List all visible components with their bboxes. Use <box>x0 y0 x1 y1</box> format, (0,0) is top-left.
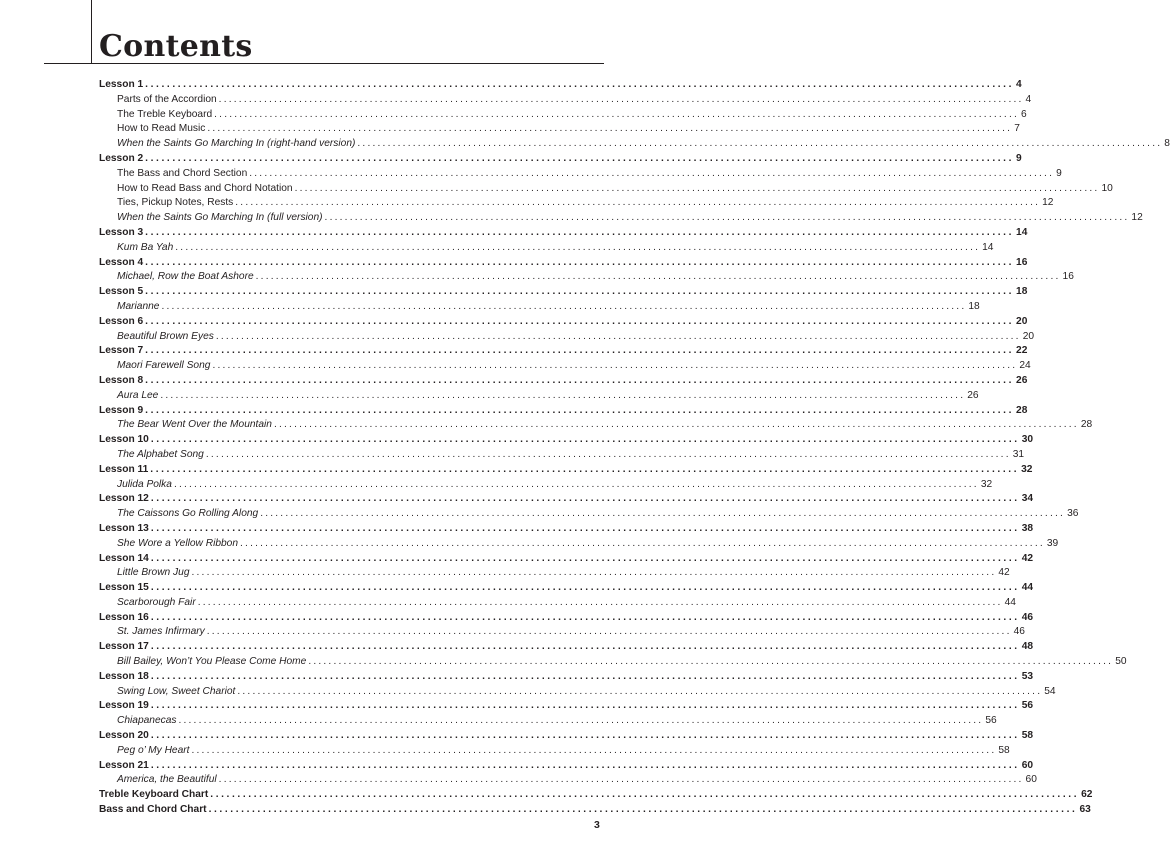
dot-leader: ................................................................................................................................................................ <box>212 360 1018 372</box>
toc-entry-label: Lesson 8 <box>99 374 144 386</box>
toc-entry-label: How to Read Bass and Chord Notation <box>117 182 293 194</box>
toc-sub-entry <box>99 625 1025 640</box>
dot-leader: ................................................................................................................................................................ <box>191 567 997 579</box>
toc-entry-page: 42 <box>998 567 1010 579</box>
toc-lesson-entry <box>99 522 1034 537</box>
toc-sub-entry <box>99 773 1037 788</box>
dot-leader: ................................................................................................................................................................ <box>145 256 1015 268</box>
toc-lesson-entry <box>99 285 1028 300</box>
dot-leader: ................................................................................................................................................................ <box>208 804 1078 816</box>
toc-entry-label: Lesson 19 <box>99 700 149 712</box>
toc-entry-label: Lesson 15 <box>99 582 149 594</box>
dot-leader: ................................................................................................................................................................ <box>235 197 1041 209</box>
toc-entry-page: 56 <box>985 715 997 727</box>
toc-lesson-entry <box>99 374 1028 389</box>
toc-lesson-entry <box>99 492 1034 507</box>
dot-leader: ................................................................................................................................................................ <box>150 730 1020 742</box>
toc-entry-page: 14 <box>1016 226 1028 238</box>
toc-entry-label: Michael, Row the Boat Ashore <box>117 271 254 283</box>
toc-entry-label: Maori Farewell Song <box>117 360 211 372</box>
page-number: 3 <box>594 819 600 831</box>
toc-entry-label: The Treble Keyboard <box>117 108 213 120</box>
toc-entry-label: Little Brown Jug <box>117 567 190 579</box>
dot-leader: ................................................................................................................................................................ <box>145 79 1015 90</box>
dot-leader: ................................................................................................................................................................ <box>218 93 1024 105</box>
dot-leader: ................................................................................................................................................................ <box>150 463 1020 475</box>
dot-leader: ................................................................................................................................................................ <box>218 774 1024 786</box>
toc-entry-label: When the Saints Go Marching In (full version) <box>117 212 323 224</box>
toc-entry-page: 9 <box>1056 167 1062 179</box>
dot-leader: ................................................................................................................................................................ <box>260 508 1066 520</box>
toc-entry-label: The Bass and Chord Section <box>117 167 248 179</box>
toc-entry-page: 46 <box>1013 626 1025 638</box>
toc-entry-page: 60 <box>1025 774 1037 786</box>
dot-leader: ................................................................................................................................................................ <box>145 226 1015 238</box>
dot-leader: ................................................................................................................................................................ <box>145 345 1015 357</box>
dot-leader: ................................................................................................................................................................ <box>207 123 1013 135</box>
dot-leader: ................................................................................................................................................................ <box>255 271 1061 283</box>
toc-entry-label: Lesson 18 <box>99 670 149 682</box>
dot-leader: ................................................................................................................................................................ <box>150 611 1020 623</box>
dot-leader: ................................................................................................................................................................ <box>150 641 1020 653</box>
toc-entry-label: The Bear Went Over the Mountain <box>117 419 272 431</box>
dot-leader: ................................................................................................................................................................ <box>150 552 1020 564</box>
toc-entry-page: 12 <box>1042 197 1054 209</box>
toc-entry-label: Bass and Chord Chart <box>99 804 207 816</box>
dot-leader: ................................................................................................................................................................ <box>145 404 1015 416</box>
toc-lesson-entry <box>99 404 1028 419</box>
toc-entry-page: 54 <box>1044 685 1056 697</box>
toc-entry-label: Ties, Pickup Notes, Rests <box>117 197 234 209</box>
toc-entry-label: Aura Lee <box>117 389 159 401</box>
toc-entry-page: 58 <box>1021 730 1034 742</box>
toc-sub-entry <box>99 655 1127 670</box>
toc-entry-label: Treble Keyboard Chart <box>99 789 209 801</box>
toc-entry-label: Parts of the Accordion <box>117 93 217 105</box>
toc-sub-entry <box>99 448 1025 463</box>
toc-entry-page: 28 <box>1016 404 1028 416</box>
vertical-rule <box>91 0 92 64</box>
toc-sub-entry <box>99 478 993 493</box>
toc-entry-page: 31 <box>1012 448 1025 460</box>
toc-entry-page: 30 <box>1021 434 1034 446</box>
toc-entry-label: Lesson 11 <box>99 463 149 475</box>
dot-leader: ................................................................................................................................................................ <box>240 537 1045 549</box>
toc-entry-page: 18 <box>1016 286 1028 298</box>
toc-entry-page: 16 <box>1016 256 1028 268</box>
toc-sub-entry <box>99 93 1032 108</box>
toc-lesson-entry <box>99 640 1034 655</box>
toc-entry-page: 6 <box>1021 108 1027 120</box>
toc-sub-entry <box>99 744 1010 759</box>
dot-leader: ................................................................................................................................................................ <box>145 286 1015 298</box>
toc-lesson-entry <box>99 729 1034 744</box>
dot-leader: ................................................................................................................................................................ <box>145 152 1015 164</box>
table-of-contents <box>99 78 1170 818</box>
toc-entry-label: St. James Infirmary <box>117 626 205 638</box>
toc-entry-label: Lesson 17 <box>99 641 149 653</box>
dot-leader: ................................................................................................................................................................ <box>150 582 1020 594</box>
toc-sub-entry <box>99 241 994 256</box>
dot-leader: ................................................................................................................................................................ <box>215 330 1021 342</box>
dot-leader: ................................................................................................................................................................ <box>357 138 1163 150</box>
toc-lesson-entry <box>99 256 1028 271</box>
toc-sub-entry <box>99 182 1113 197</box>
toc-entry-label: How to Read Music <box>117 123 206 135</box>
toc-sub-entry <box>99 359 1031 374</box>
toc-sub-entry <box>99 685 1056 700</box>
toc-sub-entry <box>99 389 979 404</box>
toc-entry-page: 44 <box>1021 582 1034 594</box>
toc-lesson-entry <box>99 699 1034 714</box>
toc-chart-entry <box>99 788 1093 803</box>
toc-sub-entry <box>99 122 1020 137</box>
dot-leader: ................................................................................................................................................................ <box>214 108 1020 120</box>
toc-sub-entry <box>99 596 1016 611</box>
toc-lesson-entry <box>99 315 1028 330</box>
toc-entry-page: 50 <box>1115 656 1127 668</box>
toc-entry-page: 53 <box>1021 670 1034 682</box>
toc-entry-label: Lesson 9 <box>99 404 144 416</box>
toc-entry-page: 22 <box>1016 345 1028 357</box>
toc-entry-label: Lesson 13 <box>99 522 149 534</box>
dot-leader: ................................................................................................................................................................ <box>205 448 1011 460</box>
toc-lesson-entry <box>99 611 1034 626</box>
toc-lesson-entry <box>99 344 1028 359</box>
toc-sub-entry <box>99 566 1010 581</box>
toc-entry-page: 16 <box>1062 271 1074 283</box>
toc-entry-label: Lesson 3 <box>99 226 144 238</box>
toc-sub-entry <box>99 196 1054 211</box>
toc-sub-entry <box>99 211 1143 226</box>
dot-leader: ................................................................................................................................................................ <box>145 315 1015 327</box>
toc-sub-entry <box>99 300 980 315</box>
dot-leader: ................................................................................................................................................................ <box>173 478 979 490</box>
dot-leader: ................................................................................................................................................................ <box>160 389 966 401</box>
toc-sub-entry <box>99 537 1059 552</box>
toc-entry-page: 63 <box>1079 804 1091 816</box>
toc-sub-entry <box>99 270 1074 285</box>
dot-leader: ................................................................................................................................................................ <box>237 685 1043 697</box>
dot-leader: ................................................................................................................................................................ <box>197 596 1003 608</box>
toc-entry-page: 4 <box>1025 93 1032 105</box>
toc-entry-page: 28 <box>1080 419 1093 431</box>
dot-leader: ................................................................................................................................................................ <box>324 212 1130 224</box>
toc-entry-page: 7 <box>1014 123 1020 135</box>
dot-leader: ................................................................................................................................................................ <box>150 700 1020 712</box>
toc-entry-label: Lesson 4 <box>99 256 144 268</box>
toc-entry-page: 38 <box>1021 522 1034 534</box>
toc-entry-page: 56 <box>1021 700 1034 712</box>
toc-sub-entry <box>99 108 1027 123</box>
toc-chart-entry <box>99 803 1091 818</box>
dot-leader: ................................................................................................................................................................ <box>175 241 981 253</box>
toc-entry-page: 9 <box>1016 152 1022 164</box>
toc-lesson-entry <box>99 552 1034 567</box>
toc-entry-label: America, the Beautiful <box>117 774 217 786</box>
toc-lesson-entry <box>99 78 1022 93</box>
toc-entry-page: 48 <box>1021 641 1034 653</box>
toc-entry-page: 4 <box>1016 79 1022 90</box>
toc-entry-page: 34 <box>1021 493 1034 505</box>
toc-entry-page: 44 <box>1004 596 1016 608</box>
toc-lesson-entry <box>99 226 1028 241</box>
toc-entry-label: Kum Ba Yah <box>117 241 174 253</box>
toc-entry-label: Lesson 14 <box>99 552 149 564</box>
toc-entry-label: Lesson 6 <box>99 315 144 327</box>
dot-leader: ................................................................................................................................................................ <box>206 626 1012 638</box>
toc-entry-label: Lesson 2 <box>99 152 144 164</box>
toc-entry-label: Lesson 21 <box>99 759 149 771</box>
toc-entry-page: 26 <box>1016 374 1028 386</box>
toc-entry-label: The Alphabet Song <box>117 448 204 460</box>
toc-entry-label: Lesson 16 <box>99 611 149 623</box>
toc-entry-label: Lesson 7 <box>99 345 144 357</box>
toc-entry-page: 8 <box>1164 138 1170 150</box>
toc-entry-label: Bill Bailey, Won’t You Please Come Home <box>117 656 307 668</box>
dot-leader: ................................................................................................................................................................ <box>178 715 984 727</box>
toc-entry-label: Lesson 20 <box>99 730 149 742</box>
toc-lesson-entry <box>99 433 1034 448</box>
dot-leader: ................................................................................................................................................................ <box>210 789 1080 801</box>
toc-entry-page: 12 <box>1131 212 1143 224</box>
dot-leader: ................................................................................................................................................................ <box>273 419 1079 431</box>
dot-leader: ................................................................................................................................................................ <box>161 300 967 312</box>
toc-entry-label: When the Saints Go Marching In (right-hand version) <box>117 138 356 150</box>
toc-lesson-entry <box>99 759 1034 774</box>
toc-entry-page: 58 <box>998 744 1010 756</box>
dot-leader: ................................................................................................................................................................ <box>308 656 1114 668</box>
toc-entry-page: 32 <box>980 478 993 490</box>
dot-leader: ................................................................................................................................................................ <box>150 522 1020 534</box>
dot-leader: ................................................................................................................................................................ <box>249 167 1055 179</box>
dot-leader: ................................................................................................................................................................ <box>145 374 1015 386</box>
dot-leader: ................................................................................................................................................................ <box>150 493 1020 505</box>
toc-entry-label: She Wore a Yellow Ribbon <box>117 537 239 549</box>
toc-entry-page: 18 <box>968 300 980 312</box>
toc-entry-label: Julida Polka <box>117 478 172 490</box>
toc-entry-label: Beautiful Brown Eyes <box>117 330 214 342</box>
toc-lesson-entry <box>99 670 1034 685</box>
toc-sub-entry <box>99 714 997 729</box>
toc-entry-page: 26 <box>967 389 979 401</box>
toc-entry-page: 20 <box>1016 315 1028 327</box>
toc-entry-page: 42 <box>1021 552 1034 564</box>
page-title: Contents <box>99 29 253 64</box>
toc-entry-label: Lesson 10 <box>99 434 149 446</box>
toc-entry-page: 24 <box>1019 360 1031 372</box>
toc-entry-page: 10 <box>1101 182 1113 194</box>
toc-lesson-entry <box>99 581 1034 596</box>
toc-entry-page: 46 <box>1021 611 1034 623</box>
toc-sub-entry <box>99 137 1170 152</box>
toc-entry-page: 39 <box>1046 537 1059 549</box>
toc-entry-label: Lesson 1 <box>99 79 144 90</box>
toc-entry-page: 60 <box>1021 759 1034 771</box>
toc-entry-label: Peg o’ My Heart <box>117 744 190 756</box>
toc-sub-entry <box>99 507 1079 522</box>
toc-entry-page: 62 <box>1081 789 1093 801</box>
toc-sub-entry <box>99 167 1062 182</box>
toc-lesson-entry <box>99 152 1022 167</box>
toc-entry-label: Chiapanecas <box>117 715 177 727</box>
toc-entry-label: Lesson 12 <box>99 493 149 505</box>
toc-entry-page: 36 <box>1067 508 1079 520</box>
toc-entry-page: 14 <box>982 241 994 253</box>
toc-entry-label: Swing Low, Sweet Chariot <box>117 685 236 697</box>
toc-entry-label: Scarborough Fair <box>117 596 196 608</box>
toc-entry-page: 20 <box>1022 330 1035 342</box>
dot-leader: ................................................................................................................................................................ <box>150 670 1020 682</box>
toc-entry-label: Marianne <box>117 300 160 312</box>
dot-leader: ................................................................................................................................................................ <box>191 744 997 756</box>
dot-leader: ................................................................................................................................................................ <box>150 759 1020 771</box>
toc-entry-label: Lesson 5 <box>99 286 144 298</box>
dot-leader: ................................................................................................................................................................ <box>150 434 1020 446</box>
toc-lesson-entry <box>99 463 1033 478</box>
toc-sub-entry <box>99 418 1093 433</box>
toc-entry-label: The Caissons Go Rolling Along <box>117 508 259 520</box>
toc-sub-entry <box>99 330 1035 345</box>
dot-leader: ................................................................................................................................................................ <box>294 182 1100 194</box>
toc-entry-page: 32 <box>1021 463 1033 475</box>
